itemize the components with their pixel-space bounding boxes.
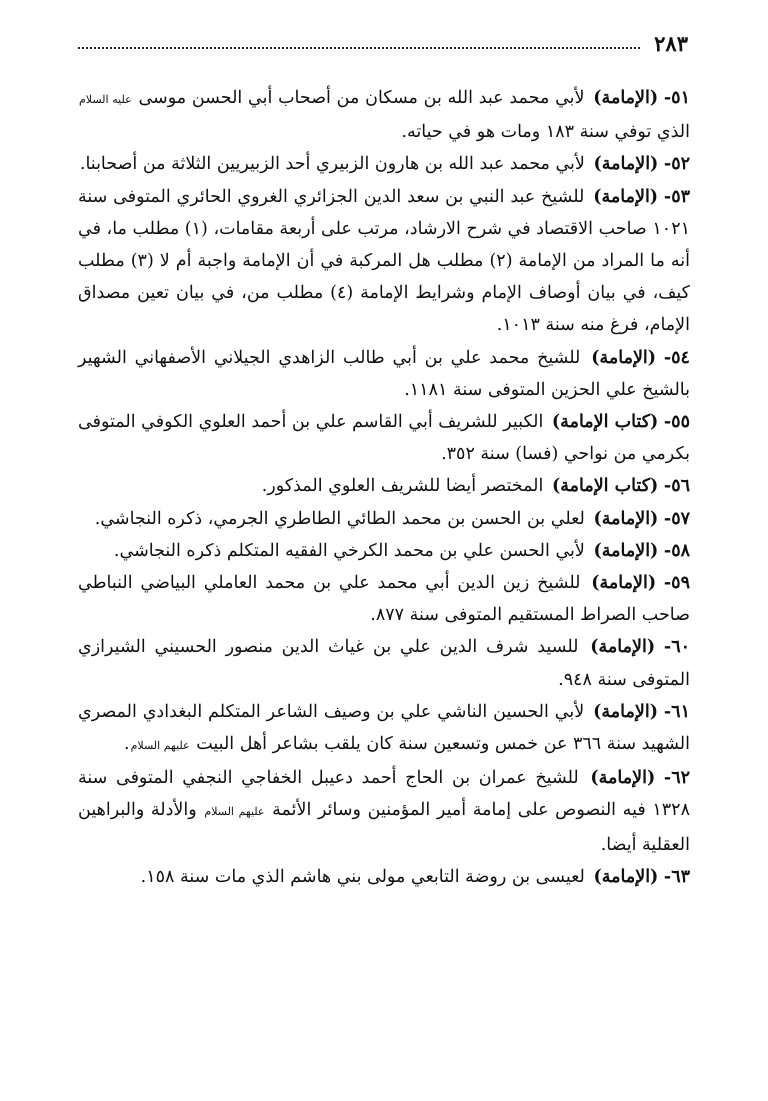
entry-text: لعلي بن الحسن بن محمد الطائي الطاطري الجرمي، ذكره النجاشي. [94, 508, 585, 529]
entry-title: (كتاب الإمامة) [551, 476, 659, 497]
entry-number: ٥٧- [663, 508, 690, 529]
entry-title: (كتاب الإمامة) [551, 412, 659, 433]
entry-51 [78, 82, 690, 148]
entry-title: (الإمامة) [591, 347, 657, 368]
entry-number: ٥٢- [663, 154, 690, 175]
page-number: ٢٨٣ [654, 30, 688, 56]
entry-number: ٥٥- [663, 412, 690, 433]
entry-text: لأبي محمد عبد الله بن هارون الزبيري أحد الزبيريين الثلاثة من أصحابنا. [79, 154, 585, 175]
entry-text: الكبير للشريف أبي القاسم علي بن أحمد العلوي الكوفي المتوفى بكرمي من نواحي (فسا) سنة ٣٥٢. [78, 412, 690, 465]
entry-57 [78, 503, 690, 535]
entry-text-continued: . [124, 734, 130, 755]
entry-title: (الإمامة) [593, 154, 659, 175]
entry-58 [78, 535, 690, 567]
entry-text: للشيخ عبد النبي بن سعد الدين الجزائري الغروي الحائري المتوفى سنة ١٠٢١ صاحب الاقتصاد في شرح الارشاد، مرتب على أربعة مقامات، (١) مطلب ما، في أنه ما المراد من الإمامة (٢) مطلب هل المركبة في أن الإمامة واجبة أم لا (٣) مطلب كيف، في بيان أوصاف الإمام وشرايط الإمامة (٤) مطلب من، في بيان تعين مصداق الإمام، فرغ منه سنة ١٠١٣. [78, 186, 690, 336]
honorific-glyph: عليهم السلام [130, 739, 190, 753]
entry-title: (الإمامة) [593, 508, 659, 529]
entry-55 [78, 406, 690, 470]
honorific-glyph: عليه السلام [79, 93, 132, 106]
entry-number: ٦٠- [663, 637, 690, 658]
honorific-glyph: عليهم السلام [204, 805, 265, 819]
entry-number: ٥٨- [663, 540, 690, 561]
entry-number: ٥٣- [663, 186, 690, 207]
entry-text: لأبي الحسين الناشي علي بن وصيف الشاعر المتكلم البغدادي المصري الشهيد سنة ٣٦٦ عن خمس وتسعين سنة كان يلقب بشاعر أهل البيت [78, 701, 690, 755]
entry-number: ٦٣- [663, 866, 690, 887]
entry-text-continued: الذي توفي سنة ١٨٣ ومات هو في حياته. [401, 122, 690, 143]
entry-title: (الإمامة) [593, 866, 659, 887]
entries-list [78, 82, 690, 893]
entry-61 [78, 696, 690, 762]
entry-title: (الإمامة) [590, 637, 656, 658]
entry-title: (الإمامة) [593, 186, 659, 207]
entry-title: (الإمامة) [591, 573, 657, 594]
entry-title: (الإمامة) [590, 768, 656, 789]
entry-text: لأبي الحسن علي بن محمد الكرخي الفقيه المتكلم ذكره النجاشي. [113, 540, 585, 561]
entry-54 [78, 342, 690, 406]
dotted-leader [78, 47, 640, 49]
entry-text: للشيخ عمران بن الحاج أحمد دعيبل الخفاجي النجفي المتوفى سنة ١٣٢٨ فيه النصوص على إمامة أمير المؤمنين وسائر الأئمة [78, 768, 690, 821]
entry-title: (الإمامة) [593, 88, 659, 108]
entry-60 [78, 631, 690, 695]
entry-text: للسيد شرف الدين علي بن غياث الدين منصور الحسيني الشيرازي المتوفى سنة ٩٤٨. [78, 637, 690, 690]
entry-53 [78, 181, 690, 342]
entry-text: للشيخ محمد علي بن أبي طالب الزاهدي الجيلاني الأصفهاني الشهير بالشيخ علي الحزين المتوفى سنة ١١٨١. [78, 347, 690, 400]
entry-63 [78, 861, 690, 893]
entry-title: (الإمامة) [593, 540, 659, 561]
entry-number: ٥٦- [663, 476, 690, 497]
entry-text: المختصر أيضا للشريف العلوي المذكور. [261, 476, 544, 497]
entry-title: (الإمامة) [593, 701, 658, 722]
entry-number: ٥٤- [663, 347, 690, 368]
entry-62 [78, 762, 690, 861]
entry-text: لأبي محمد عبد الله بن مسكان من أصحاب أبي الحسن موسى [138, 88, 585, 108]
page-header [78, 28, 688, 58]
entry-52 [78, 148, 690, 180]
entry-number: ٥١- [663, 88, 690, 108]
entry-number: ٥٩- [663, 573, 690, 594]
entry-number: ٦٢- [663, 768, 690, 789]
entry-number: ٦١- [663, 701, 690, 722]
entry-56 [78, 470, 690, 502]
entry-text-continued: والأدلة والبراهين العقلية أيضا. [78, 800, 690, 855]
entry-59 [78, 567, 690, 631]
entry-text: لعيسى بن روضة التابعي مولى بني هاشم الذي مات سنة ١٥٨. [140, 866, 585, 887]
entry-text: للشيخ زين الدين أبي محمد علي بن محمد العاملي البياضي النباطي صاحب الصراط المستقيم المتوفى سنة ٨٧٧. [78, 573, 690, 626]
